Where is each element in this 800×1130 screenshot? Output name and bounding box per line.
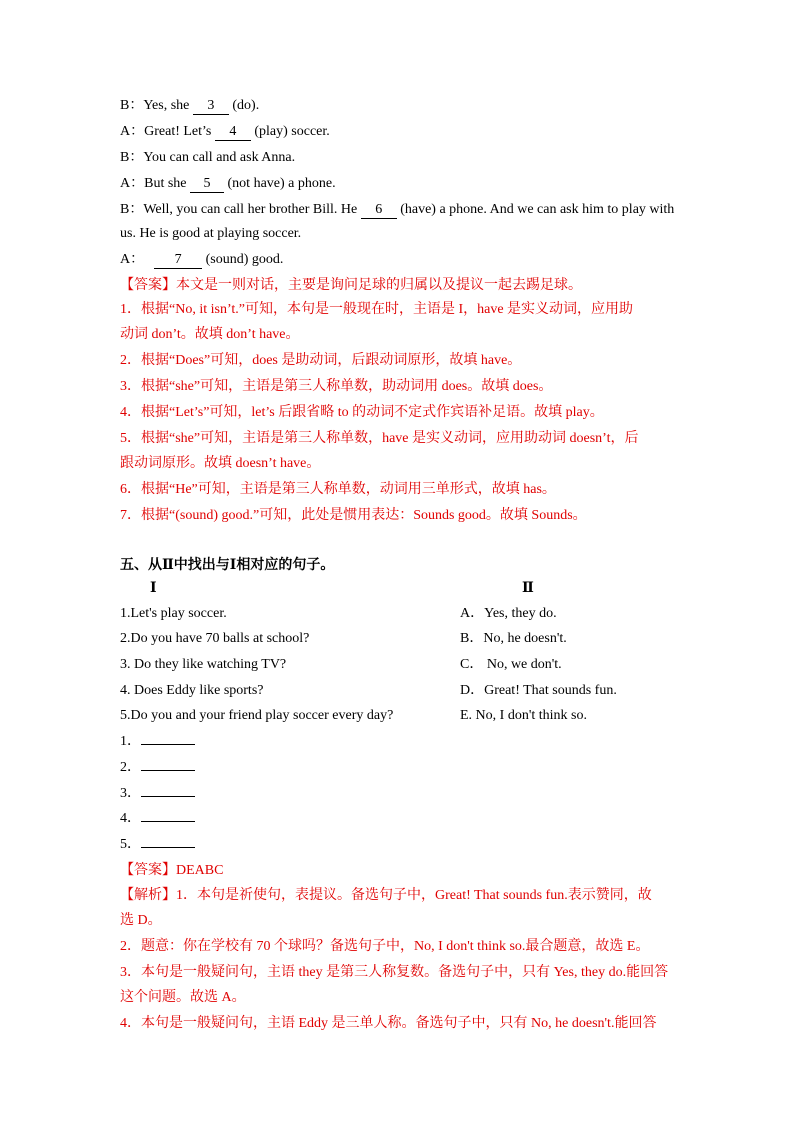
- explanation-line: 5．根据“she”可知，主语是第三人称单数，have 是实义动词，应用助动词 doesn’t，后: [120, 431, 639, 446]
- option-item: E. No, I don't think so.: [460, 708, 587, 723]
- question-item: 5.Do you and your friend play soccer every day?: [120, 708, 394, 723]
- option-item: D．Great! That sounds fun.: [460, 683, 617, 698]
- question-item: 2.Do you have 70 balls at school?: [120, 631, 310, 646]
- dialogue-line: B：Well, you can call her brother Bill. He 6 (have) a phone. And we can ask him to play with: [120, 202, 675, 217]
- dialogue-line: us. He is good at playing soccer.: [120, 226, 302, 241]
- question-item: 3. Do they like watching TV?: [120, 657, 287, 672]
- explanation-line: 7．根据“(sound) good.”可知，此处是惯用表达：Sounds good。故填 Sounds。: [120, 508, 587, 523]
- dialogue-line: A：But she 5 (not have) a phone.: [120, 176, 336, 191]
- answer-blank: [141, 744, 195, 745]
- explanation-line: 3．本句是一般疑问句，主语 they 是第三人称复数。备选句子中，只有 Yes, they do.能回答: [120, 965, 669, 980]
- explanation-line: 4．本句是一般疑问句，主语 Eddy 是三单人称。备选句子中，只有 No, he doesn't.能回答: [120, 1016, 657, 1031]
- answer-line: 1．: [120, 732, 195, 752]
- answer-blank: 4: [215, 124, 251, 141]
- dialogue-line: B：You can call and ask Anna.: [120, 150, 296, 165]
- answer-blank: 6: [361, 202, 397, 219]
- explanation-line: 2．根据“Does”可知，does 是助动词，后跟动词原形，故填 have。: [120, 353, 522, 368]
- explanation-line: 选 D。: [120, 913, 162, 928]
- explanation-line: 2．题意：你在学校有 70 个球吗？备选句子中，No, I don't think so.最合题意，故选 E。: [120, 939, 650, 954]
- answer-blank: [141, 770, 195, 771]
- explanation-line: 这个问题。故选 A。: [120, 990, 246, 1005]
- answer-line: 4．: [120, 809, 195, 829]
- option-item: A．Yes, they do.: [460, 606, 557, 621]
- explanation-line: 跟动词原形。故填 doesn’t have。: [120, 456, 321, 471]
- explanation-line: 动词 don’t。故填 don’t have。: [120, 327, 300, 342]
- question-item: 4. Does Eddy like sports?: [120, 683, 264, 698]
- question-item: 1.Let's play soccer.: [120, 606, 227, 621]
- section-title: 五、从Ⅱ中找出与Ⅰ相对应的句子。: [120, 558, 335, 573]
- explanation-line: 3．根据“she”可知，主语是第三人称单数，助动词用 does。故填 does。: [120, 379, 553, 394]
- answer-line: 5．: [120, 835, 195, 855]
- answer-blank: [141, 821, 195, 822]
- answer-blank: 7: [154, 252, 202, 269]
- dialogue-line: A：Great! Let’s 4 (play) soccer.: [120, 124, 330, 139]
- answer-line: 3．: [120, 784, 195, 804]
- dialogue-line: B：Yes, she 3 (do).: [120, 98, 260, 113]
- explanation-line: 【解析】1．本句是祈使句，表提议。备选句子中，Great! That sounds fun.表示赞同，故: [120, 888, 652, 903]
- dialogue-line: A： 7 (sound) good.: [120, 252, 284, 267]
- column-1-heading: Ⅰ: [150, 581, 157, 596]
- column-2-heading: Ⅱ: [522, 581, 534, 596]
- explanation-line: 【答案】DEABC: [120, 863, 224, 878]
- answer-blank: 3: [193, 98, 229, 115]
- answer-line: 2．: [120, 758, 195, 778]
- explanation-line: 1．根据“No, it isn’t.”可知，本句是一般现在时，主语是 I，have 是实义动词，应用助: [120, 302, 634, 317]
- explanation-line: 4．根据“Let’s”可知，let’s 后跟省略 to 的动词不定式作宾语补足语。故填 play。: [120, 405, 604, 420]
- option-item: C． No, we don't.: [460, 657, 562, 672]
- option-item: B．No, he doesn't.: [460, 631, 567, 646]
- answer-blank: [141, 796, 195, 797]
- explanation-line: 【答案】本文是一则对话，主要是询问足球的归属以及提议一起去踢足球。: [120, 278, 582, 293]
- answer-blank: [141, 847, 195, 848]
- answer-blank: 5: [190, 176, 224, 193]
- explanation-line: 6．根据“He”可知，主语是第三人称单数，动词用三单形式，故填 has。: [120, 482, 556, 497]
